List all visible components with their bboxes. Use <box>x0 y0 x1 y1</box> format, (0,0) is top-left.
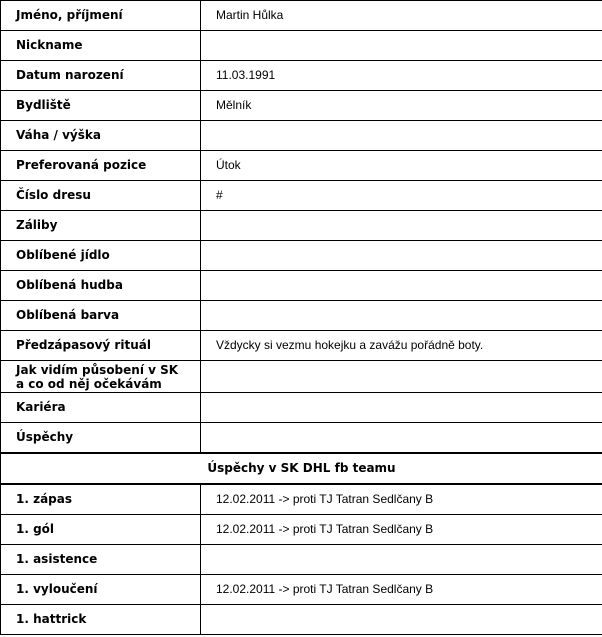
row-value: Martin Hůlka <box>201 1 602 31</box>
row-value: Mělník <box>201 91 602 121</box>
section-header-row <box>1 453 602 484</box>
row-value: 11.03.1991 <box>201 61 602 91</box>
table-row <box>1 484 602 515</box>
row-value <box>201 423 602 454</box>
table-row <box>1 605 602 635</box>
row-value <box>201 301 602 331</box>
row-label: Předzápasový rituál <box>1 331 201 361</box>
row-label-line: Jak vidím působení v SK <box>16 362 179 377</box>
row-value: 12.02.2011 -> proti TJ Tatran Sedlčany B <box>201 484 602 515</box>
table-row <box>1 1 602 31</box>
row-value <box>201 211 602 241</box>
row-label: Oblíbené jídlo <box>1 241 201 271</box>
row-label: Bydliště <box>1 91 201 121</box>
row-value <box>201 605 602 635</box>
row-label: Záliby <box>1 211 201 241</box>
table-row <box>1 61 602 91</box>
row-label: Nickname <box>1 31 201 61</box>
row-label: Kariéra <box>1 393 201 423</box>
table-row <box>1 393 602 423</box>
row-value <box>201 241 602 271</box>
table-row <box>1 271 602 301</box>
row-label: 1. asistence <box>1 545 201 575</box>
table-row <box>1 181 602 211</box>
row-label: Oblíbená hudba <box>1 271 201 301</box>
table-row <box>1 545 602 575</box>
row-label-line: a co od něj očekávám <box>16 376 162 391</box>
row-value <box>201 271 602 301</box>
table-row <box>1 361 602 393</box>
row-label: 1. zápas <box>1 484 201 515</box>
row-value <box>201 31 602 61</box>
table-row <box>1 515 602 545</box>
row-value <box>201 393 602 423</box>
row-value <box>201 121 602 151</box>
table-row <box>1 151 602 181</box>
row-value <box>201 545 602 575</box>
table-row <box>1 241 602 271</box>
table-row <box>1 331 602 361</box>
row-label: 1. vyloučení <box>1 575 201 605</box>
row-value: 12.02.2011 -> proti TJ Tatran Sedlčany B <box>201 515 602 545</box>
table-row <box>1 91 602 121</box>
row-value: 12.02.2011 -> proti TJ Tatran Sedlčany B <box>201 575 602 605</box>
row-value <box>201 361 602 393</box>
row-label: Datum narození <box>1 61 201 91</box>
table-row <box>1 121 602 151</box>
section-title: Úspěchy v SK DHL fb teamu <box>1 453 602 484</box>
row-value: Útok <box>201 151 602 181</box>
row-label: Váha / výška <box>1 121 201 151</box>
table-row <box>1 423 602 454</box>
row-value: Vždycky si vezmu hokejku a zavážu pořádně boty. <box>201 331 602 361</box>
row-label <box>1 361 201 393</box>
row-label: Preferovaná pozice <box>1 151 201 181</box>
row-label: Jméno, příjmení <box>1 1 201 31</box>
row-label: 1. hattrick <box>1 605 201 635</box>
row-label: Číslo dresu <box>1 181 201 211</box>
table-row <box>1 31 602 61</box>
row-value: # <box>201 181 602 211</box>
row-label: Oblíbená barva <box>1 301 201 331</box>
table-row <box>1 301 602 331</box>
table-row <box>1 211 602 241</box>
row-label: Úspěchy <box>1 423 201 454</box>
row-label: 1. gól <box>1 515 201 545</box>
table-row <box>1 575 602 605</box>
